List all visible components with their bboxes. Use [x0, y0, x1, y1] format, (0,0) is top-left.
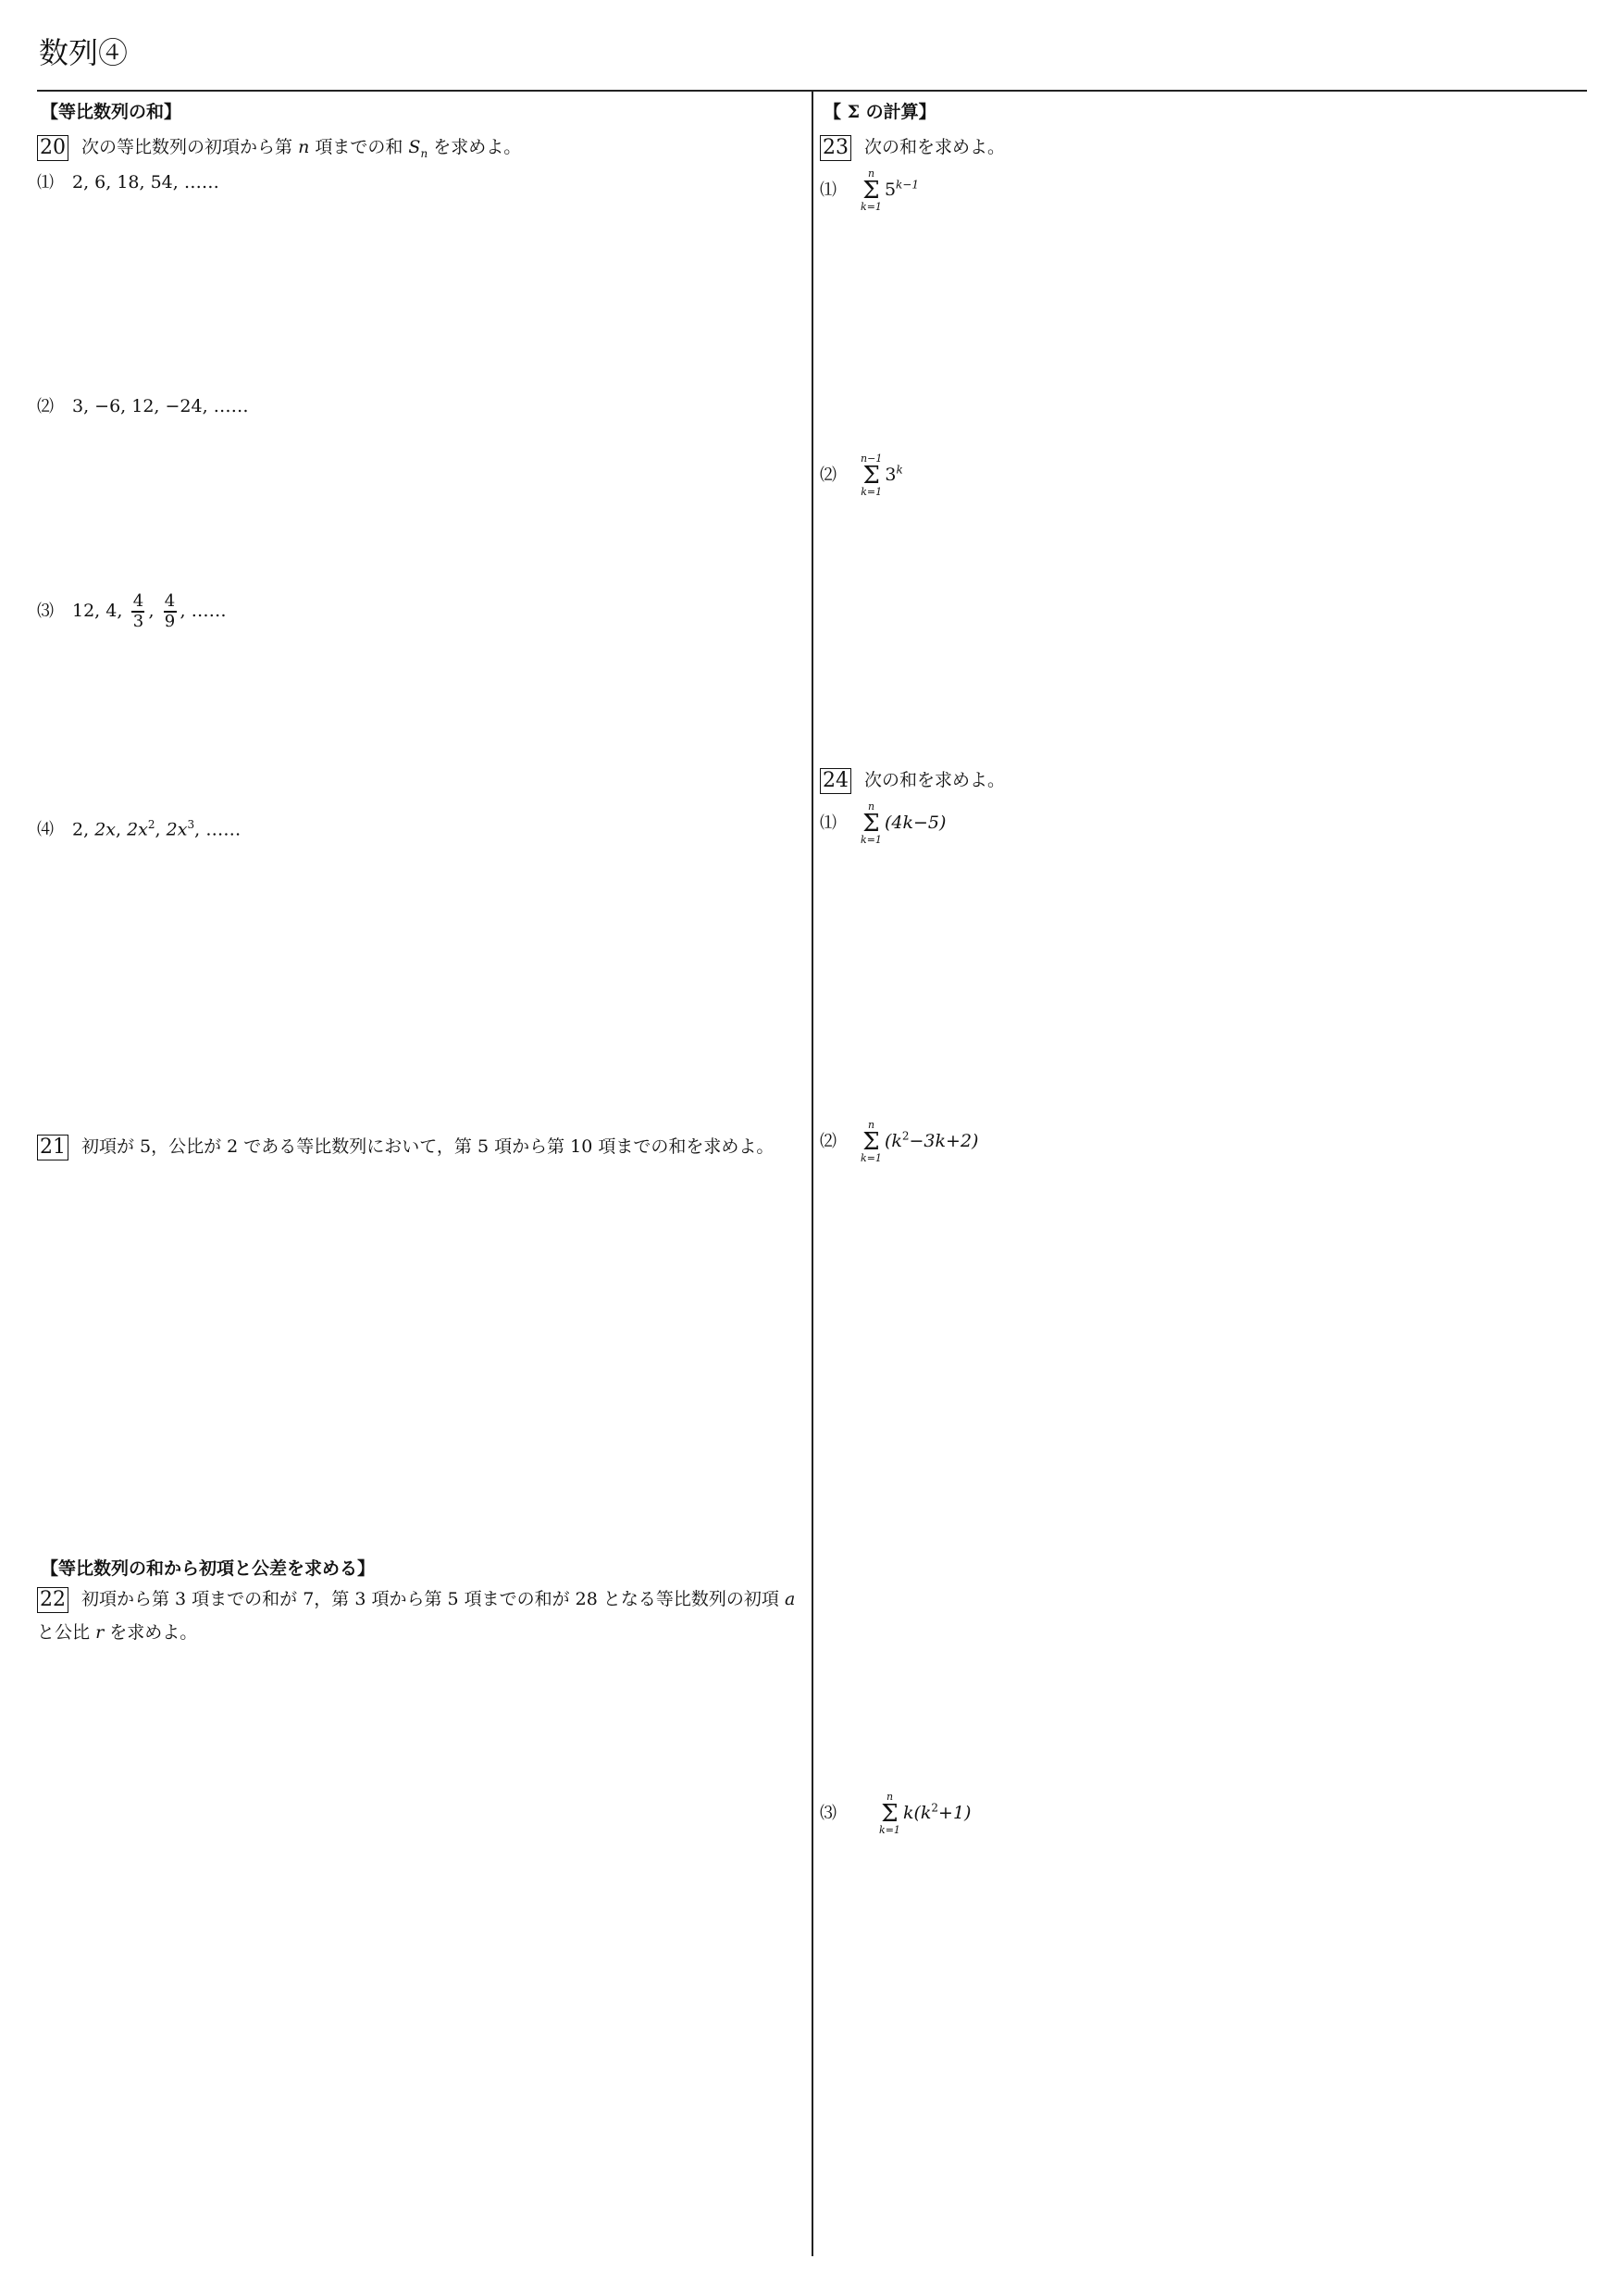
sigma-symbol: n Σ k=1 [879, 1791, 900, 1836]
question-number-24: 24 [820, 768, 851, 794]
question-number-22: 22 [37, 1587, 68, 1613]
question-24-item-2: ⑵ n Σ k=1 $(k^2-3k+2)$ [820, 1119, 979, 1164]
question-24-item-3: ⑶ n Σ k=1 $k(k^2+1)$ [820, 1791, 972, 1836]
section-heading-geometric-sum: 【等比数列の和】 [41, 102, 182, 122]
section-heading-sigma: 【 Σ の計算】 [824, 102, 936, 122]
sigma-symbol: n Σ k=1 [861, 800, 882, 846]
question-23-item-1: ⑴ n Σ k=1 $5^{k-1}$ [820, 168, 919, 213]
question-21-prompt: 21 初項が 5，公比が 2 である等比数列において，第 5 項から第 10 項までの和を求めよ。 [37, 1131, 774, 1162]
question-20-item-1: ⑴ 2, 6, 18, 54, …… [37, 172, 219, 192]
question-24-item-1: ⑴ n Σ k=1 (4k−5) [820, 800, 947, 846]
question-number-21: 21 [37, 1135, 68, 1160]
question-23-item-2: ⑵ n−1 Σ k=1 3$^k$ [820, 453, 903, 498]
question-number-23: 23 [820, 135, 851, 161]
sigma-symbol: n Σ k=1 [861, 168, 882, 213]
question-24-prompt: 24 次の和を求めよ。 [820, 764, 1005, 796]
question-20-item-2: ⑵ 3, −6, 12, −24, …… [37, 396, 249, 416]
page-title: 数列④ [39, 35, 129, 70]
sigma-symbol: n−1 Σ k=1 [861, 453, 883, 498]
question-20-item-3: ⑶ 12, 4, $\frac{4}{3}$ , $\frac{4}{9}$ , …… [37, 591, 227, 631]
question-22-prompt: 22 初項から第 3 項までの和が 7，第 3 項から第 5 項までの和が 28 となる等比数列の初項 a と公比 r を求めよ。 [37, 1588, 796, 1643]
section-heading-find-first-term: 【等比数列の和から初項と公差を求める】 [41, 1558, 376, 1579]
fraction-4-9: $\frac{4}{9}$ [164, 591, 176, 631]
question-23-prompt: 23 次の和を求めよ。 [820, 131, 1005, 163]
sigma-symbol: n Σ k=1 [861, 1119, 882, 1164]
column-divider [812, 91, 813, 2256]
question-number-20: 20 [37, 135, 68, 161]
question-20-prompt: 20 次の等比数列の初項から第 n 項までの和 $S_n$ を求めよ。 [37, 131, 521, 169]
question-20-item-4: ⑷ 2, 2x, $2x^2$, $2x^3$, …… [37, 818, 242, 840]
fraction-4-3: $\frac{4}{3}$ [132, 591, 144, 631]
